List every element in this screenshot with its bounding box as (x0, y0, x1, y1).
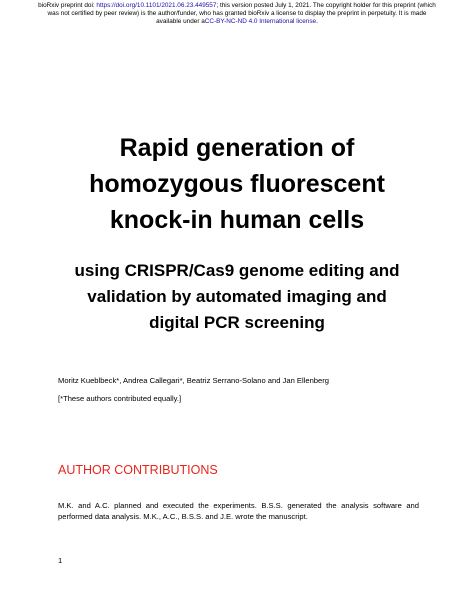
subtitle-line-3: digital PCR screening (149, 313, 325, 332)
page-number: 1 (58, 556, 63, 565)
paper-subtitle (40, 258, 434, 336)
equal-contribution-note: [*These authors contributed equally.] (58, 394, 182, 403)
subtitle-line-2: validation by automated imaging and (87, 287, 387, 306)
paper-title (40, 130, 434, 238)
doi-link[interactable]: https://doi.org/10.1101/2021.06.23.449557 (96, 2, 217, 9)
header-line-3-suffix: . (316, 18, 318, 25)
header-line-3-prefix: available under a (156, 18, 205, 25)
header-line-1-suffix: ; this version posted July 1, 2021. The copyright holder for this preprint (which (216, 2, 436, 9)
header-line-1-prefix: bioRxiv preprint doi: (38, 2, 97, 9)
title-line-2: homozygous fluorescent (89, 170, 385, 198)
author-contributions-text: M.K. and A.C. planned and executed the experiments. B.S.S. generated the analysis software and performed data analysis. M.K., A.C., B.S.S. and J.E. wrote the manuscript. (58, 501, 419, 521)
subtitle-line-1: using CRISPR/Cas9 genome editing and (74, 261, 400, 280)
header-line-3 (30, 18, 444, 26)
author-contributions-heading: AUTHOR CONTRIBUTIONS (58, 463, 218, 477)
title-line-1: Rapid generation of (119, 134, 355, 162)
license-link[interactable]: CC-BY-NC-ND 4.0 International license (204, 18, 317, 25)
preprint-header (30, 2, 444, 26)
title-line-3: knock-in human cells (109, 206, 365, 234)
header-line-1 (30, 2, 444, 10)
author-list: Moritz Kueblbeck*, Andrea Callegari*, Beatriz Serrano-Solano and Jan Ellenberg (58, 376, 329, 385)
header-line-2: was not certified by peer review) is the author/funder, who has granted bioRxiv a license to display the preprint in perpetuity. It is made (47, 10, 427, 17)
